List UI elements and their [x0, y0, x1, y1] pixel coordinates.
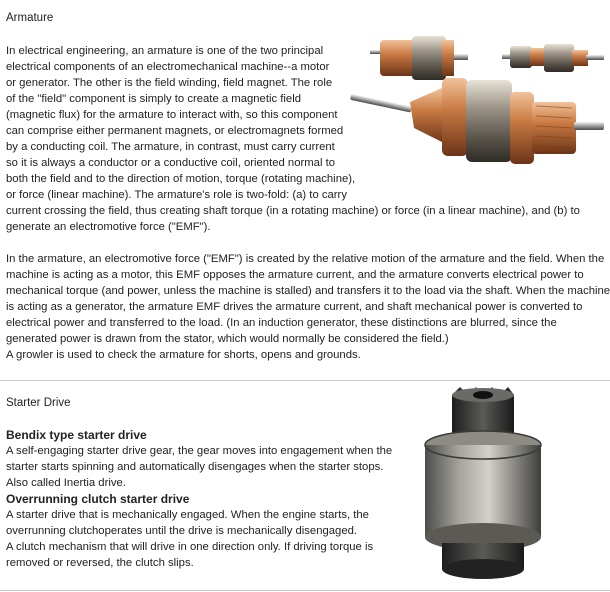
bendix-drive-description: A self-engaging starter drive gear, the gear moves into engagement when the starter starts spinning and automatically disengages when the starter stops. Also called Inertia drive.: [6, 445, 393, 489]
starter-drive-photo: [418, 385, 548, 585]
overrunning-clutch-heading: Overrunning clutch starter drive: [6, 492, 190, 506]
armature-paragraph-1: In electrical engineering, an armature is one of the two principal electrical components of an electromechanical machine--a motor or generator. The other is the field winding, field magnet. The role of the "field" component is simply to create a magnetic field (magnetic flux) for the armature to interact with, so this component can comprise either permanent magnets, or electromagnets formed by a conducting coil. The armature, in contrast, must carry current so it is always a conductor or a conductive coil, oriented normal to both the field and to the direction of motion, torque (rotating machine), or force (linear machine). The armature's role is two-fold: (a) to carry current crossing the field, thus creating shaft torque (in a rotating machine) or force (in a linear machine), and (b) to generate an electromotive force ("EMF").: [6, 45, 580, 233]
overrunning-clutch-description: A starter drive that is mechanically engaged. When the engine starts, the overrunning clutchoperates until the drive is mechanically disengaged. A clutch mechanism that will drive in one direction only. If driving torque is removed or reversed, the clutch slips.: [6, 509, 374, 569]
armature-paragraph-2: In the armature, an electromotive force ("EMF") is created by the relative motion of the armature and the field. When the machine is acting as a motor, this EMF opposes the armature current, and the armature converts electrical power to mechanical torque (and power, unless the machine is stalled) and transfers it to the load via the shaft. When the machine is acting as a generator, the armature EMF drives the armature current, and shaft mechanical power is converted to electrical power and transferred to the load. (In an induction generator, these distinctions are blurred, since the generated power is drawn from the stator, which would normally be considered the field.) A growler is used to check the armature for shorts, opens and grounds.: [6, 253, 610, 361]
armature-title: Armature: [6, 12, 54, 24]
bendix-drive-heading: Bendix type starter drive: [6, 428, 147, 442]
starter-drive-section: [0, 382, 610, 592]
section-divider: [0, 380, 610, 381]
bottom-divider: [0, 590, 610, 591]
starter-drive-title: Starter Drive: [6, 397, 71, 409]
